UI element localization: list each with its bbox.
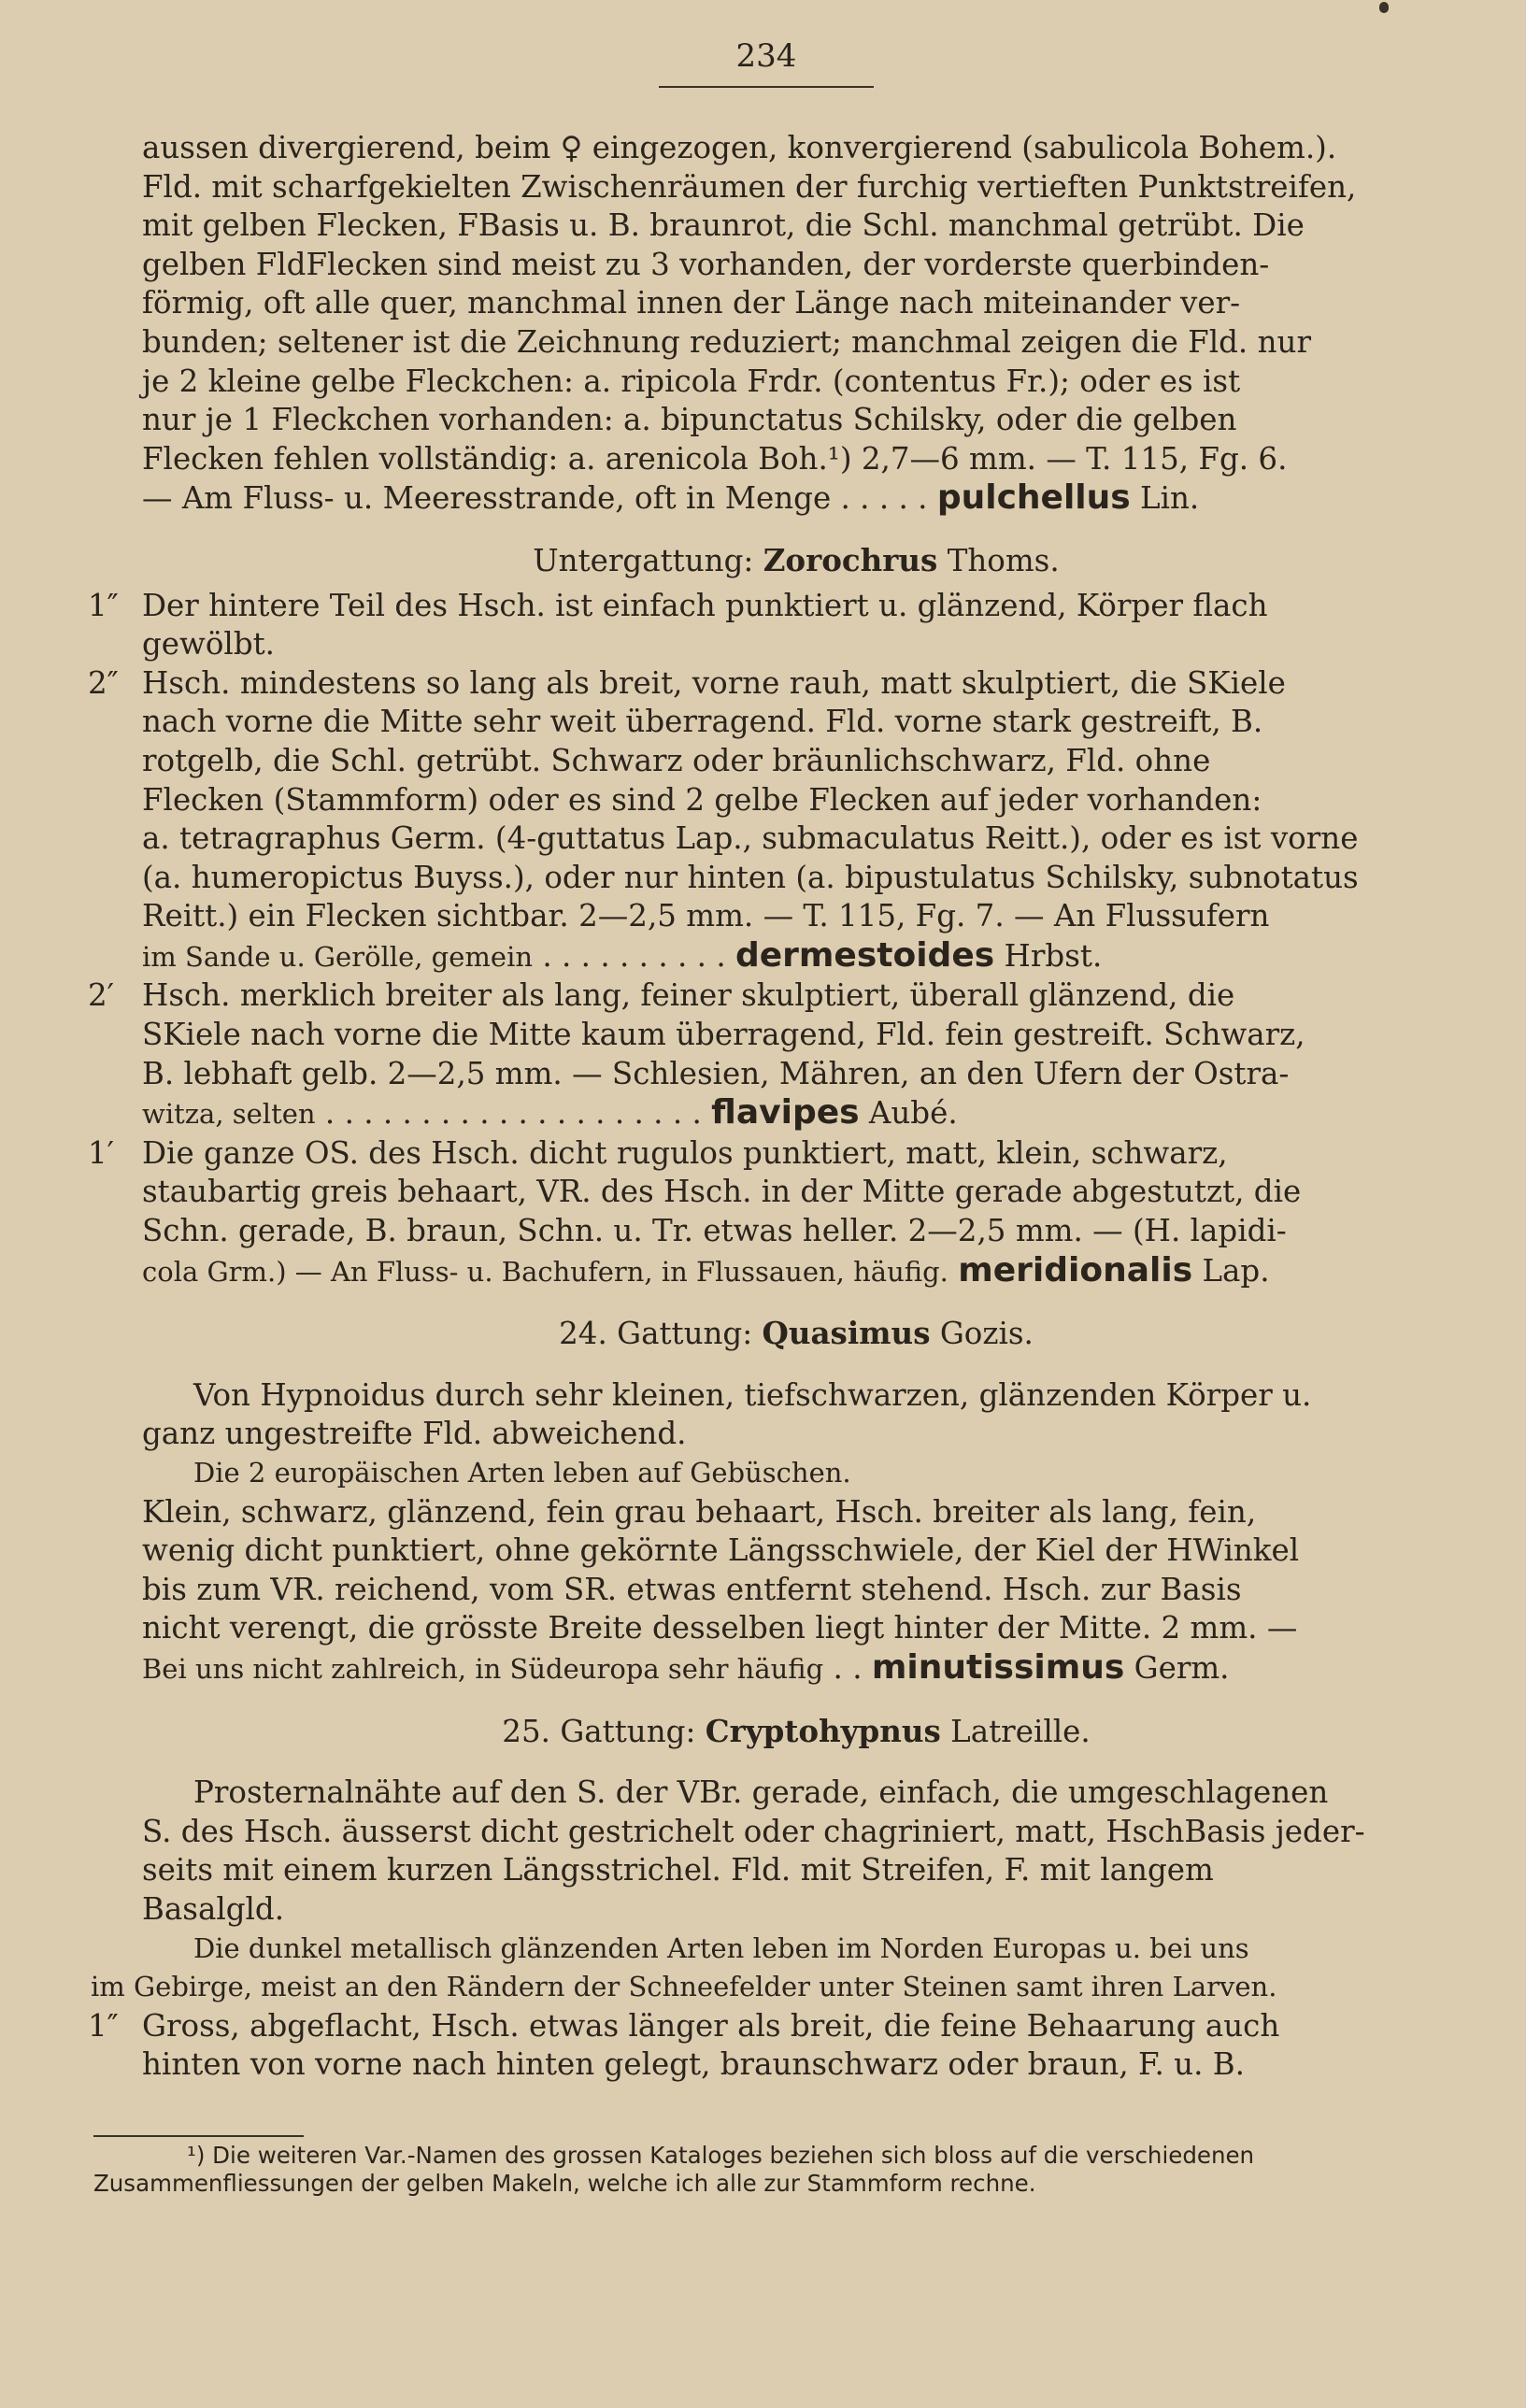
species-line: witza, selten . . . . . . . . . . . . . . . . . . . . flavipes Aubé. xyxy=(142,1093,958,1133)
text-line: Hsch. mindestens so lang als breit, vorne rauh, matt skulptiert, die SKiele xyxy=(142,664,1286,701)
species-line: Bei uns nicht zahlreich, in Südeuropa sehr häufig . . minutissimus Germ. xyxy=(142,1647,1230,1687)
text-line: bunden; seltener ist die Zeichnung reduziert; manchmal zeigen die Fld. nur xyxy=(142,323,1311,360)
genus-heading: 24. Gattung: Quasimus Gozis. xyxy=(559,1315,1034,1352)
dot-leader: . . . . . . . . . . xyxy=(533,937,735,974)
text-line: förmig, oft alle quer, manchmal innen der Länge nach miteinander ver- xyxy=(142,285,1241,321)
text-line: SKiele nach vorne die Mitte kaum überragend, Fld. fein gestreift. Schwarz, xyxy=(142,1017,1305,1053)
text-line: Die dunkel metallisch glänzenden Arten leben im Norden Europas u. bei uns xyxy=(193,1931,1249,1964)
text-line: Fld. mit scharfgekielten Zwischenräumen der furchig vertieften Punktstreifen, xyxy=(142,168,1357,205)
key-number: 2″ xyxy=(88,664,119,701)
text-line: ganz ungestreifte Fld. abweichend. xyxy=(142,1416,687,1452)
key-entry xyxy=(88,2007,1450,2085)
species-name: flavipes xyxy=(711,1093,860,1133)
page-number: 234 xyxy=(735,37,797,75)
ink-spot xyxy=(1379,2,1389,13)
text-line: a. tetragraphus Germ. (4-guttatus Lap., submaculatus Reitt.), oder es ist vorne xyxy=(142,820,1359,857)
text-line: Prosternalnähte auf den S. der VBr. gerade, einfach, die umgeschlagenen xyxy=(193,1774,1329,1811)
text-line: rotgelb, die Schl. getrübt. Schwarz oder bräunlichschwarz, Fld. ohne xyxy=(142,742,1211,778)
key-number: 2′ xyxy=(88,977,115,1014)
text-line: gelben FldFlecken sind meist zu 3 vorhanden, der vorderste querbinden- xyxy=(142,246,1270,282)
text-line: Gross, abgeflacht, Hsch. etwas länger als breit, die feine Behaarung auch xyxy=(142,2007,1280,2044)
species-line: — Am Fluss- u. Meeresstrande, oft in Menge . . . . . pulchellus Lin. xyxy=(142,478,1200,518)
page-number-rule xyxy=(659,86,874,88)
text-line: Klein, schwarz, glänzend, fein grau behaart, Hsch. breiter als lang, fein, xyxy=(142,1493,1257,1530)
key-entry xyxy=(88,1134,1450,1291)
key-entry xyxy=(88,587,1450,664)
text-line: Flecken (Stammform) oder es sind 2 gelbe Flecken auf jeder vorhanden: xyxy=(142,781,1262,818)
text-line: staubartig greis behaart, VR. des Hsch. in der Mitte gerade abgestutzt, die xyxy=(142,1174,1302,1210)
key-entry xyxy=(88,664,1450,977)
text-line: nicht verengt, die grösste Breite desselben liegt hinter der Mitte. 2 mm. — xyxy=(142,1610,1298,1646)
main-text xyxy=(88,129,1450,2085)
footnote-line: Zusammenfliessungen der gelben Makeln, welche ich alle zur Stammform rechne. xyxy=(93,2170,1036,2197)
text-line: B. lebhaft gelb. 2—2,5 mm. — Schlesien, Mähren, an den Ufern der Ostra- xyxy=(142,1055,1290,1091)
text-line: hinten von vorne nach hinten gelegt, braunschwarz oder braun, F. u. B. xyxy=(142,2046,1245,2083)
text-line: Basalgld. xyxy=(142,1890,285,1927)
footnote xyxy=(93,2142,1450,2198)
text-line: Von Hypnoidus durch sehr kleinen, tiefschwarzen, glänzenden Körper u. xyxy=(193,1376,1312,1413)
species-name: meridionalis xyxy=(958,1250,1193,1289)
text-line: Flecken fehlen vollständig: a. arenicola Boh.¹) 2,7—6 mm. — T. 115, Fg. 6. xyxy=(142,440,1288,477)
species-name: minutissimus xyxy=(871,1647,1125,1687)
species-line: im Sande u. Gerölle, gemein . . . . . . . . . . dermestoides Hrbst. xyxy=(142,935,1103,975)
genus-heading: 25. Gattung: Cryptohypnus Latreille. xyxy=(502,1712,1091,1749)
key-entry xyxy=(88,976,1450,1133)
text-line: S. des Hsch. äusserst dicht gestrichelt oder chagriniert, matt, HschBasis jeder- xyxy=(142,1813,1365,1849)
text-line: Die 2 europäischen Arten leben auf Gebüschen. xyxy=(193,1457,851,1489)
text-line: Die ganze OS. des Hsch. dicht rugulos punktiert, matt, klein, schwarz, xyxy=(142,1134,1228,1171)
text-line: (a. humeropictus Buyss.), oder nur hinten (a. bipustulatus Schilsky, subnotatus xyxy=(142,859,1359,895)
text-line: Schn. gerade, B. braun, Schn. u. Tr. etwas heller. 2—2,5 mm. — (H. lapidi- xyxy=(142,1213,1287,1249)
text-line: seits mit einem kurzen Längsstrichel. Fld. mit Streifen, F. mit langem xyxy=(142,1852,1214,1888)
species-line: cola Grm.) — An Fluss- u. Bachufern, in Flussauen, häufig. meridionalis Lap. xyxy=(142,1250,1270,1289)
text-line: im Gebirge, meist an den Rändern der Schneefelder unter Steinen samt ihren Larven. xyxy=(91,1971,1277,2003)
text-line: Der hintere Teil des Hsch. ist einfach punktiert u. glänzend, Körper flach xyxy=(142,587,1268,623)
text-line: nur je 1 Fleckchen vorhanden: a. bipunctatus Schilsky, oder die gelben xyxy=(142,402,1237,438)
key-number: 1″ xyxy=(88,2007,119,2044)
text-line: Reitt.) ein Flecken sichtbar. 2—2,5 mm. — T. 115, Fg. 7. — An Flussufern xyxy=(142,898,1270,934)
text-line: aussen divergierend, beim ♀ eingezogen, konvergierend (sabulicola Bohem.). xyxy=(142,130,1337,165)
text-line: wenig dicht punktiert, ohne gekörnte Längsschwiele, der Kiel der HWinkel xyxy=(142,1532,1300,1569)
text-line: mit gelben Flecken, FBasis u. B. braunrot, die Schl. manchmal getrübt. Die xyxy=(142,207,1305,244)
footnote-line: ¹) Die weiteren Var.-Namen des grossen Kataloges beziehen sich bloss auf die verschiedenen xyxy=(187,2142,1255,2169)
text-line: je 2 kleine gelbe Fleckchen: a. ripicola Frdr. (contentus Fr.); oder es ist xyxy=(142,363,1241,399)
text-line: bis zum VR. reichend, vom SR. etwas entfernt stehend. Hsch. zur Basis xyxy=(142,1571,1242,1607)
text-line: nach vorne die Mitte sehr weit überragend. Fld. vorne stark gestreift, B. xyxy=(142,704,1263,740)
text-line: Hsch. merklich breiter als lang, feiner skulptiert, überall glänzend, die xyxy=(142,977,1235,1014)
text-line: gewölbt. xyxy=(142,626,276,663)
species-name: dermestoides xyxy=(734,935,995,975)
dot-leader: . . . . . xyxy=(831,480,937,517)
key-number: 1″ xyxy=(88,587,119,623)
footnote-rule xyxy=(93,2135,304,2137)
species-name: pulchellus xyxy=(936,478,1131,518)
subgenus-heading: Untergattung: Zorochrus Thoms. xyxy=(533,541,1060,578)
dot-leader: . . . . . . . . . . . . . . . . . . . . xyxy=(315,1095,712,1132)
dot-leader: . . xyxy=(823,1649,872,1686)
key-number: 1′ xyxy=(88,1134,115,1171)
